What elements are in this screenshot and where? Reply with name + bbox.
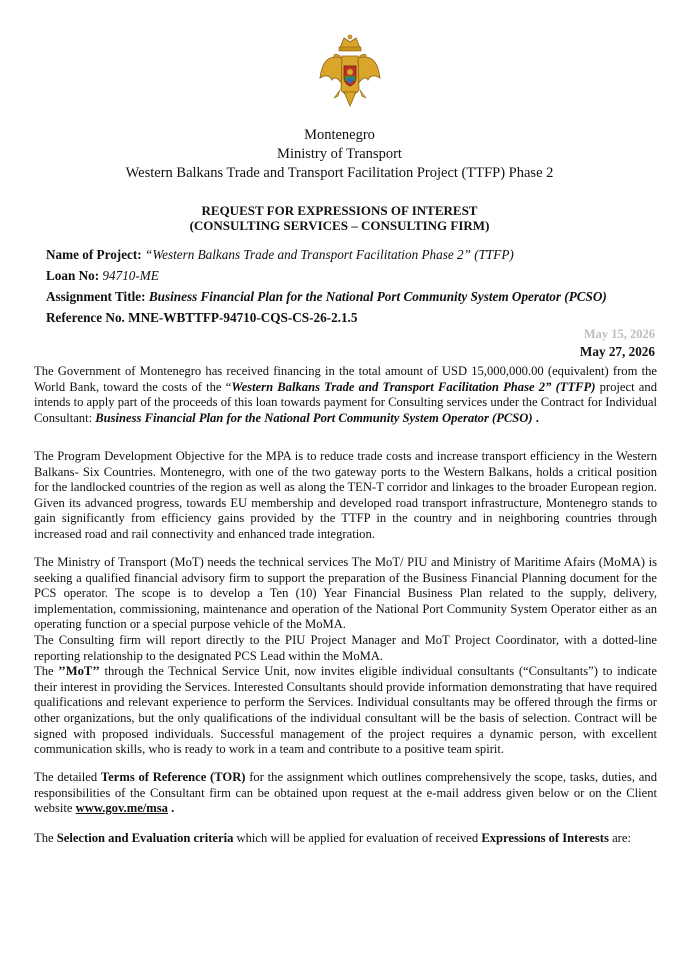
p4-tor: Terms of Reference (TOR) (100, 770, 246, 784)
assignment-label: Assignment Title: (46, 289, 146, 304)
assignment-row (46, 289, 607, 305)
loan-label: Loan No: (46, 268, 100, 283)
p3-reporting: The Consulting firm will report directly to the PIU Project Manager and MoT Project Coordinator, with a dotted-line reporting relationship to the designated PCS Lead within the MoMA. (34, 632, 657, 663)
paragraph-tor (34, 770, 657, 817)
project-name-row (46, 247, 514, 263)
project-name-value: “Western Balkans Trade and Transport Facilitation Phase 2” (TTFP) (144, 247, 514, 262)
p3-invitation (34, 664, 657, 758)
p3-mot: ’’MoT’’ (58, 664, 100, 679)
project-name-label: Name of Project: (46, 247, 142, 262)
date-revised: May 27, 2026 (579, 344, 655, 359)
reference-row (46, 310, 357, 326)
loan-row (46, 268, 159, 284)
header-ministry: Ministry of Transport (277, 146, 402, 162)
paragraph-objective: The Program Development Objective for the MPA is to reduce trade costs and increase transport efficiency in the Western Balkans- Six Countries. Montenegro, with one of the two gateway ports to the Western Balkans, holds a critical position for the landlocked countries of the region as well as along the TEN-T corridor and linkages to the broader European region. Given its advanced progress, towards EU membership and developed road transport infrastructure, Montenegro stands to gain significantly from efficiency gains provided by the TTFP in the country and in neighboring countries through increased road and rail connectivity and enhanced trade integration. (34, 449, 657, 541)
loan-value: 94710-ME (102, 268, 159, 283)
reference-label: Reference No. (46, 310, 125, 325)
document-subtitle: (CONSULTING SERVICES – CONSULTING FIRM) (189, 218, 490, 233)
p4-text-a: The detailed (34, 770, 101, 784)
assignment-value: Business Financial Plan for the National Port Community System Operator (PCSO) (148, 289, 607, 304)
paragraph-services (34, 555, 657, 758)
p4-text-c: for the assignment which outlines comprehensively the scope, tasks, duties, and responsibilities of the Consultant firm can be obtained upon request at the e-mail address given below or on the Client website (34, 770, 657, 816)
p5-text-a: The (34, 831, 57, 845)
reference-value: MNE-WBTTFP-94710-CQS-CS-26-2.1.5 (128, 310, 358, 325)
p1-project-name: Western Balkans Trade and Transport Facilitation Phase 2” (TTFP) (231, 379, 596, 394)
p5-eoi: Expressions of Interests (481, 831, 609, 845)
p1-text-e: . (532, 410, 539, 425)
header-country: Montenegro (304, 127, 375, 143)
p3-invitation-a: The (34, 664, 59, 679)
montenegro-coat-of-arms-icon (318, 34, 382, 114)
p1-text-a: The Government of Montenegro has received financing in the total amount of USD 15,000,000.00 (equivalent) from the World Bank, toward the costs of the “ (34, 364, 657, 394)
p1-text-c: project and intends to apply part of the proceeds of this loan towards payment for Consulting services under the Contract for Individual Consultant: (34, 379, 657, 425)
document-title: REQUEST FOR EXPRESSIONS OF INTEREST (201, 203, 478, 218)
p5-text-c: which will be applied for evaluation of received (233, 831, 482, 845)
p3-invitation-c: through the Technical Service Unit, now invites eligible individual consultants (“Consultants”) to indicate their interest in providing the Services. Interested Consultants should provide information demonstrating that have required qualifications and relevant experience to perform the Services. Individual consultants may be offered through the firms or other organizations, but the only qualifications of the individual consultant will be the basis of selection. Contract will be signed with proposed individuals. Successful management of the project requires a dynamic person, with excellent communication skills, who is ready to work in a team and contribute to a positive team spirit. (34, 664, 657, 757)
p5-text-e: are: (608, 831, 631, 845)
p3-scope: The Ministry of Transport (MoT) needs the technical services The MoT/ PIU and Ministry of Maritime Afairs (MoMA) is seeking a qualified financial advisory firm to support the preparation of the Business Financial Planning document for the PCS operator. The scope is to develop a Ten (10) Year Financial Business Plan related to the supply, delivery, implementation, commissioning, maintenance and operation of the National Port Community System Operator either as an operating function or a special purpose vehicle of the MoMA. (34, 555, 657, 632)
p5-criteria: Selection and Evaluation criteria (56, 831, 234, 845)
paragraph-financing (34, 364, 657, 426)
client-website-link[interactable]: www.gov.me/msa (75, 801, 168, 816)
paragraph-selection (34, 831, 657, 847)
date-original: May 15, 2026 (583, 327, 655, 341)
p1-assignment-title: Business Financial Plan for the National Port Community System Operator (PCSO) (95, 410, 533, 425)
p4-text-d: . (167, 801, 175, 816)
header-project: Western Balkans Trade and Transport Facilitation Project (TTFP) Phase 2 (125, 165, 554, 181)
